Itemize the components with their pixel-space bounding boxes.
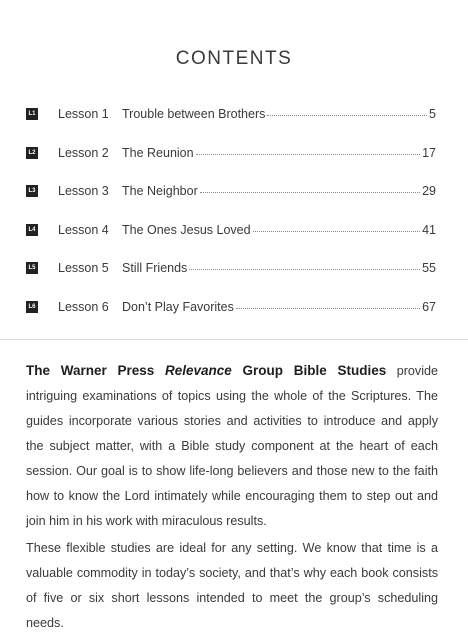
series-name-italic: Relevance (164, 363, 232, 378)
toc-entry-3[interactable] (26, 181, 436, 201)
lesson-title: The Ones Jesus Loved (122, 222, 251, 237)
page-number: 41 (422, 222, 436, 237)
toc-entry-2[interactable] (26, 143, 436, 163)
page-number: 29 (422, 184, 436, 198)
toc-entry-line (122, 107, 436, 121)
lesson-title: Still Friends (122, 261, 188, 275)
lesson-badge-icon: L3 (26, 185, 38, 197)
lesson-number: Lesson 3 (58, 184, 109, 198)
series-name-start: The Warner Press (26, 363, 165, 378)
toc-entry-6[interactable] (26, 297, 436, 317)
lesson-number: Lesson 5 (58, 261, 109, 275)
dot-leader (253, 221, 421, 232)
toc-entry-line (122, 261, 436, 275)
lesson-badge-icon: L4 (26, 224, 38, 236)
page-title: CONTENTS (175, 48, 293, 69)
description-paragraph-1 (26, 358, 438, 534)
lesson-badge-icon: L1 (26, 108, 38, 120)
toc-entry-line (122, 223, 436, 237)
dot-leader (200, 182, 420, 193)
lesson-title: Trouble between Brothers (122, 107, 266, 121)
description-paragraph-2: These flexible studies are ideal for any setting. We know that time is a valuable commodity in today’s society, and that’s why each book consists of five or six short lessons intended to meet the group’s scheduling needs. (26, 541, 438, 630)
toc-entry-4[interactable] (26, 220, 436, 240)
series-name-end: Group Bible Studies (231, 363, 387, 378)
dot-leader (196, 144, 421, 155)
section-divider (0, 339, 468, 340)
dot-leader (189, 259, 420, 270)
lesson-number: Lesson 4 (58, 222, 109, 237)
lesson-badge-icon: L5 (26, 262, 38, 274)
toc-entry-line (122, 300, 436, 314)
page-number: 67 (422, 299, 436, 314)
page-number: 17 (422, 145, 436, 160)
toc-entry-line (122, 146, 436, 160)
lesson-number: Lesson 2 (58, 145, 109, 160)
toc-entry-5[interactable] (26, 258, 436, 278)
page-number: 55 (422, 261, 436, 275)
lesson-title: The Reunion (122, 145, 194, 160)
toc-entry-line (122, 184, 436, 198)
series-name (26, 363, 386, 378)
lesson-badge-icon: L6 (26, 301, 38, 313)
lesson-number: Lesson 6 (58, 299, 109, 314)
lesson-title: The Neighbor (122, 184, 198, 198)
lesson-badge-icon: L2 (26, 147, 38, 159)
page-number: 5 (429, 107, 436, 121)
lesson-number: Lesson 1 (58, 107, 109, 121)
description-text: provide intriguing examinations of topics using the whole of the Scriptures. The guides incorporate various stories and activities to introduce and apply the subject matter, with a Bible study component at the heart of each session. Our goal is to show life-long believers and those new to the faith how to know the Lord intimately while encouraging them to step out and join him in his work with miraculous results. (26, 364, 438, 528)
lesson-title: Don’t Play Favorites (122, 299, 234, 314)
toc-entry-1[interactable] (26, 104, 436, 124)
dot-leader (236, 298, 420, 309)
dot-leader (267, 105, 427, 116)
